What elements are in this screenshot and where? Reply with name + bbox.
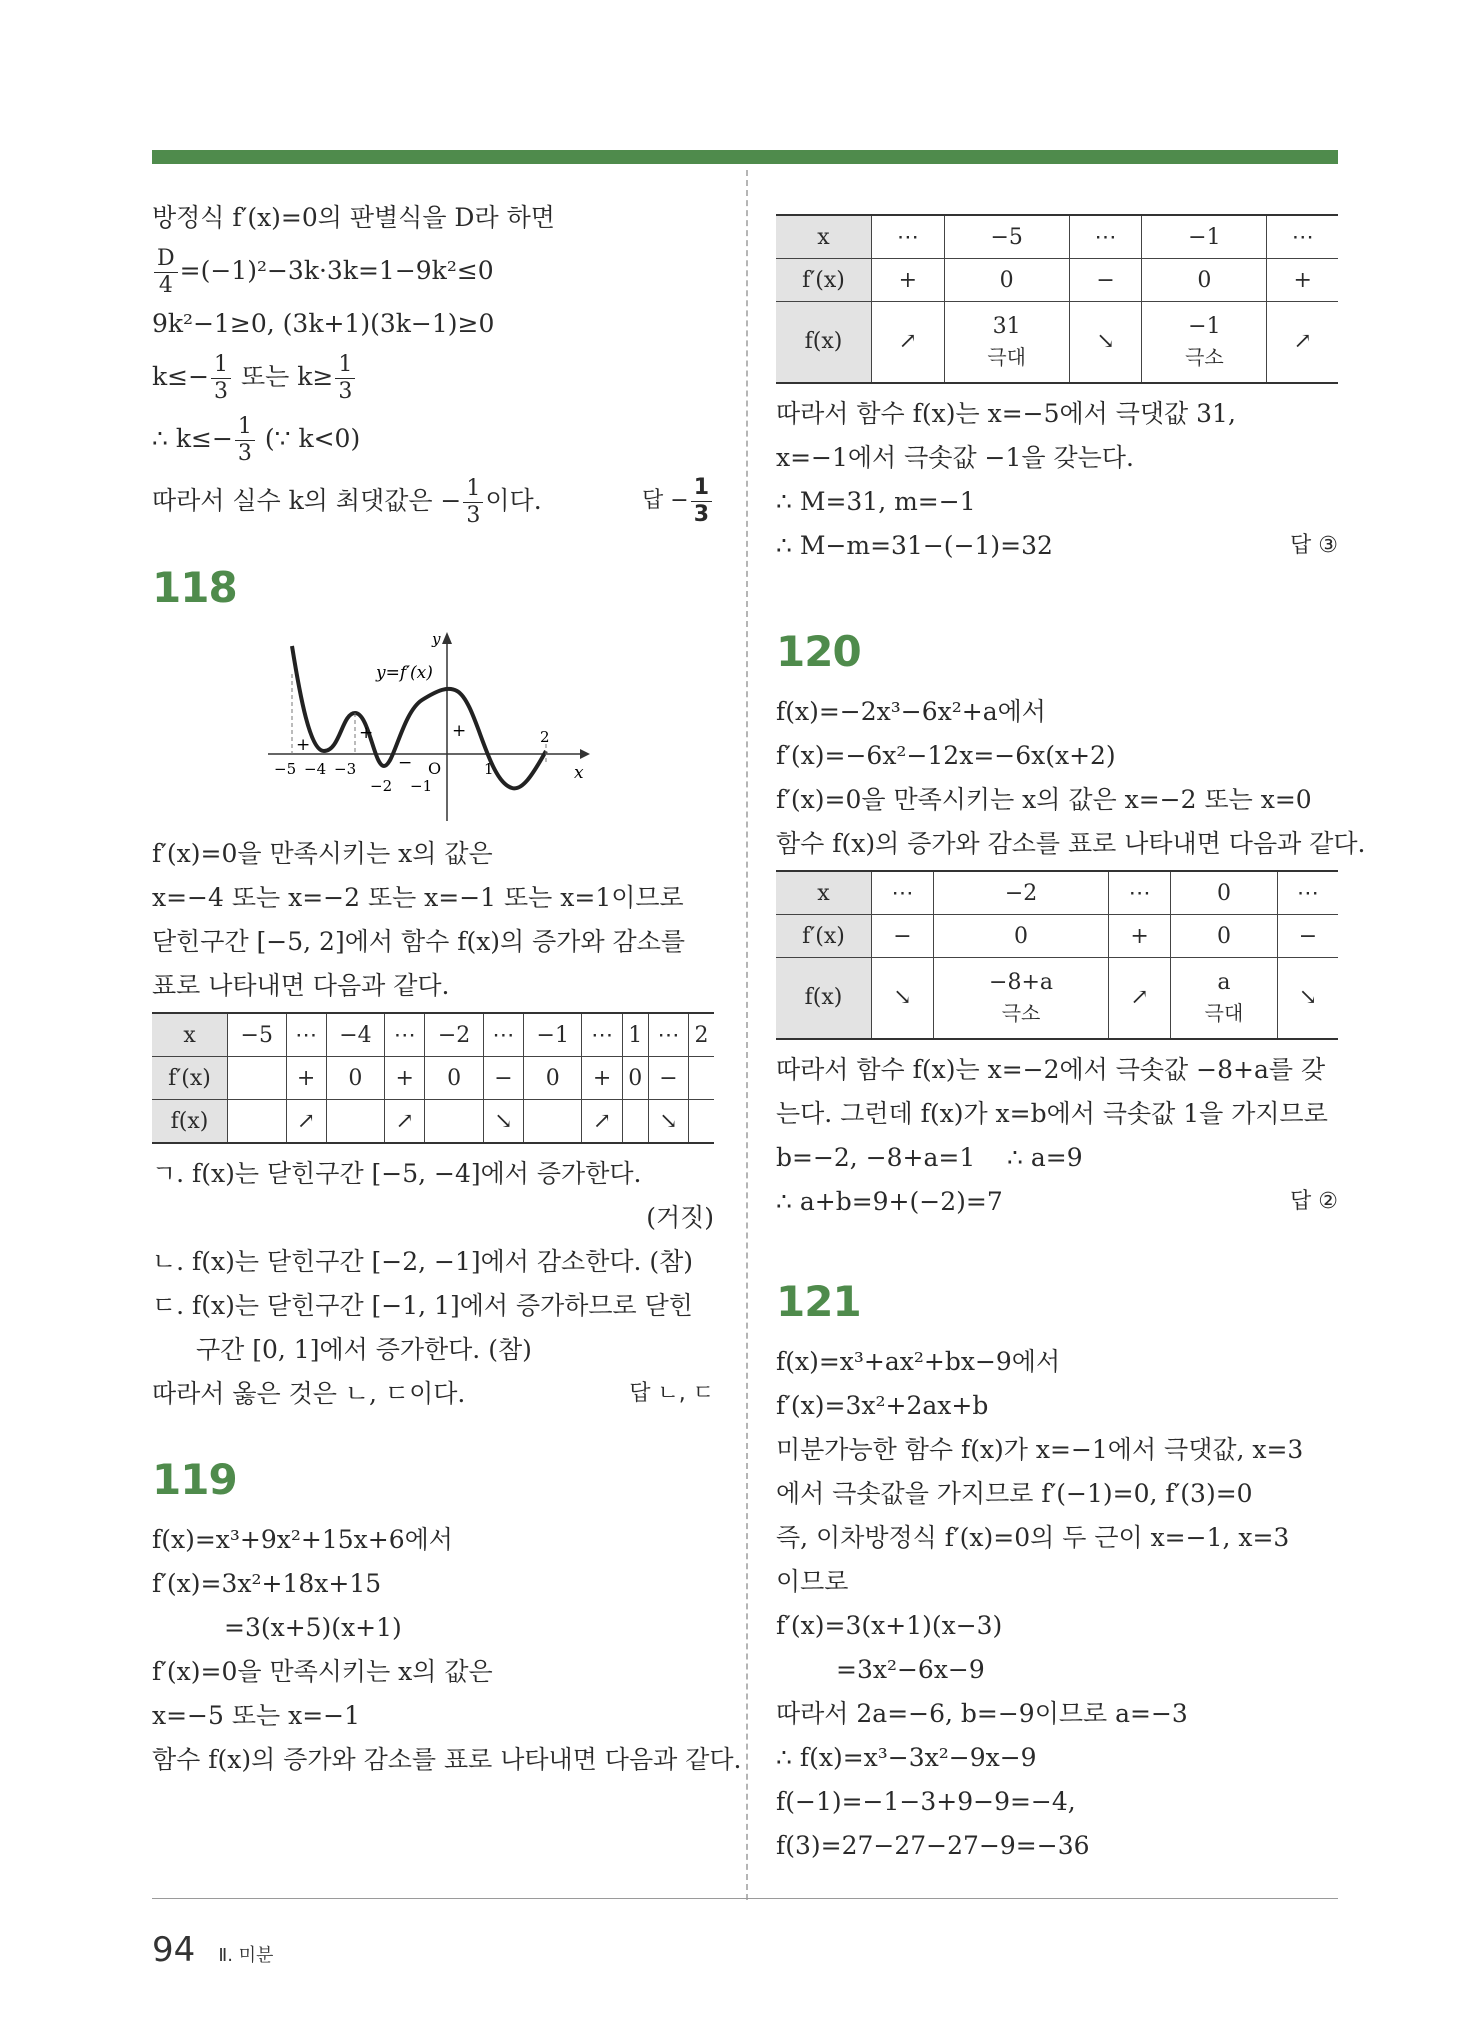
table-cell: ↘: [872, 958, 934, 1040]
table-cell: 0: [622, 1057, 648, 1100]
table-cell: −: [1069, 259, 1142, 302]
equation-line: =3(x+5)(x+1): [224, 1613, 402, 1642]
graph-svg: [262, 626, 592, 826]
plus-sign: +: [359, 723, 374, 743]
table-cell: ⋯: [1109, 871, 1171, 915]
problem-number-120: 120: [776, 627, 861, 676]
section-label: Ⅱ. 미분: [218, 1945, 274, 1966]
tick-label: −1: [410, 777, 433, 795]
fraction: $\frac{D}{4}$: [154, 246, 178, 299]
statement-c: ㄷ. f(x)는 닫힌구간 [−1, 1]에서 증가하므로 닫힌: [152, 1291, 693, 1320]
table-cell: 1: [622, 1013, 648, 1057]
table-row: [776, 958, 1338, 1040]
table-cell: f(x): [776, 958, 872, 1040]
curve-label: y=f′(x): [376, 663, 433, 683]
x-axis-label: x: [574, 763, 584, 783]
page-number: 94: [152, 1930, 196, 1970]
table-cell: +: [872, 259, 945, 302]
table-row: [776, 302, 1338, 384]
text-line: f′(x)=0을 만족시키는 x의 값은 x=−2 또는 x=0: [776, 785, 1312, 814]
text-line: 즉, 이차방정식 f′(x)=0의 두 근이 x=−1, x=3: [776, 1523, 1290, 1552]
variation-table-119: [776, 214, 1338, 384]
tick-label: 1: [484, 760, 494, 778]
table-cell: 0: [326, 1057, 384, 1100]
equation-line: f(x)=−2x³−6x²+a에서: [776, 697, 1046, 726]
equation-line: f(3)=27−27−27−9=−36: [776, 1831, 1090, 1860]
table-cell: [228, 1057, 286, 1100]
table-cell: [425, 1100, 483, 1144]
tick-label: −2: [370, 777, 393, 795]
table-cell: ⋯: [483, 1013, 523, 1057]
tick-label: −5: [274, 760, 297, 778]
equation-line: ∴ M=31, m=−1: [776, 487, 976, 516]
table-cell: −2: [425, 1013, 483, 1057]
table-cell: x: [152, 1013, 228, 1057]
table-cell: ↗: [385, 1100, 425, 1144]
table-cell: 0: [425, 1057, 483, 1100]
table-cell: −: [872, 915, 934, 958]
table-cell: x: [776, 215, 872, 259]
table-cell: ⋯: [1069, 215, 1142, 259]
text-line: x=−4 또는 x=−2 또는 x=−1 또는 x=1이므로: [152, 883, 684, 912]
plus-sign: +: [452, 721, 467, 741]
statement-a-verdict: (거짓): [646, 1203, 714, 1232]
text-line: 따라서 2a=−6, b=−9이므로 a=−3: [776, 1699, 1188, 1728]
answer-117: 답 − $\frac{1}{3}$: [642, 470, 714, 532]
equation-line: f′(x)=−6x²−12x=−6x(x+2): [776, 741, 1116, 770]
tick-label: −3: [334, 760, 357, 778]
problem-number-121: 121: [776, 1277, 861, 1326]
solution-117-continued: [152, 196, 714, 532]
fraction: $\frac{1}{3}$: [235, 414, 255, 467]
table-cell: f(x): [152, 1100, 228, 1144]
table-cell: ↗: [1267, 302, 1338, 384]
footer-rule: [152, 1898, 1338, 1899]
variation-table-118: [152, 1012, 714, 1144]
conclusion-line: ∴ a+b=9+(−2)=7 답 ②: [776, 1180, 1338, 1224]
text-line: 따라서 함수 f(x)는 x=−5에서 극댓값 31,: [776, 399, 1236, 428]
table-cell: −1: [524, 1013, 582, 1057]
right-column: [776, 214, 1366, 1868]
y-axis-arrow: [442, 632, 452, 644]
table-cell: +: [1267, 259, 1338, 302]
table-cell: ↗: [872, 302, 945, 384]
table-cell: 0: [524, 1057, 582, 1100]
conclusion-line: 따라서 실수 k의 최댓값은 − $\frac{1}{3}$ 이다. 답 − $\frac{1}{3}$: [152, 470, 714, 532]
table-cell: ⋯: [582, 1013, 622, 1057]
equation-line: f′(x)=3x²+2ax+b: [776, 1391, 989, 1420]
text-line: 에서 극솟값을 가지므로 f′(−1)=0, f′(3)=0: [776, 1479, 1253, 1508]
table-cell: −1 극소: [1142, 302, 1267, 384]
tick-label: −4: [304, 760, 327, 778]
text-line: 함수 f(x)의 증가와 감소를 표로 나타내면 다음과 같다.: [152, 1745, 742, 1774]
table-cell: +: [582, 1057, 622, 1100]
equation-line: b=−2, −8+a=1 ∴ a=9: [776, 1143, 1083, 1172]
table-cell: −: [483, 1057, 523, 1100]
text-line: 따라서 함수 f(x)는 x=−2에서 극솟값 −8+a를 갖: [776, 1055, 1326, 1084]
table-cell: [689, 1057, 714, 1100]
table-cell: f(x): [776, 302, 872, 384]
table-cell: a 극대: [1171, 958, 1278, 1040]
equation-line: f(x)=x³+ax²+bx−9에서: [776, 1347, 1061, 1376]
equation-line: f′(x)=3x²+18x+15: [152, 1569, 382, 1598]
statement-b: ㄴ. f(x)는 닫힌구간 [−2, −1]에서 감소한다. (참): [152, 1247, 694, 1276]
equation-line: f(x)=x³+9x²+15x+6에서: [152, 1525, 453, 1554]
table-cell: ⋯: [648, 1013, 688, 1057]
table-cell: ⋯: [385, 1013, 425, 1057]
text-line: 이므로: [776, 1567, 849, 1596]
answer-119: 답 ③: [1290, 533, 1338, 558]
table-cell: ↘: [1277, 958, 1338, 1040]
table-cell: −5: [944, 215, 1069, 259]
table-cell: +: [286, 1057, 326, 1100]
fraction: $\frac{1}{3}$: [463, 476, 483, 529]
table-cell: f′(x): [776, 915, 872, 958]
header-accent-bar: [152, 150, 1338, 164]
equation-line: x=−5 또는 x=−1: [152, 1701, 360, 1730]
table-cell: 2: [689, 1013, 714, 1057]
problem-number-119: 119: [152, 1455, 237, 1504]
table-cell: f′(x): [152, 1057, 228, 1100]
table-row: [152, 1100, 714, 1144]
table-row: [776, 915, 1338, 958]
equation-line: k≤− $\frac{1}{3}$ 또는 k≥ $\frac{1}{3}$: [152, 346, 714, 408]
equation-line: 9k²−1≥0, (3k+1)(3k−1)≥0: [152, 309, 495, 338]
table-cell: x: [776, 871, 872, 915]
statement-a: ㄱ. f(x)는 닫힌구간 [−5, −4]에서 증가한다.: [152, 1159, 642, 1188]
answer-118: 답 ㄴ, ㄷ: [629, 1381, 714, 1406]
table-cell: +: [385, 1057, 425, 1100]
problem-number-118: 118: [152, 563, 237, 612]
table-row: [776, 259, 1338, 302]
derivative-graph: [262, 626, 714, 832]
text-line: f′(x)=0을 만족시키는 x의 값은: [152, 1657, 493, 1686]
table-cell: ↗: [582, 1100, 622, 1144]
table-cell: −1: [1142, 215, 1267, 259]
table-cell: [689, 1100, 714, 1144]
page-footer: [152, 1930, 273, 1970]
text-line: 는다. 그런데 f(x)가 x=b에서 극솟값 1을 가지므로: [776, 1099, 1328, 1128]
table-cell: −8+a 극소: [934, 958, 1109, 1040]
equation-line: =3x²−6x−9: [836, 1655, 985, 1684]
table-cell: 0: [944, 259, 1069, 302]
text-line: 닫힌구간 [−5, 2]에서 함수 f(x)의 증가와 감소를: [152, 927, 686, 956]
table-cell: ⋯: [1277, 871, 1338, 915]
table-cell: −: [1277, 915, 1338, 958]
table-cell: [228, 1100, 286, 1144]
table-row: [776, 215, 1338, 259]
table-cell: f′(x): [776, 259, 872, 302]
table-cell: 31 극대: [944, 302, 1069, 384]
table-cell: ⋯: [286, 1013, 326, 1057]
table-cell: ↘: [648, 1100, 688, 1144]
y-axis-label: y: [432, 630, 441, 648]
left-column: [152, 196, 742, 1782]
plus-sign: +: [296, 735, 311, 755]
minus-sign: −: [398, 753, 413, 773]
equation-line: f(−1)=−1−3+9−9=−4,: [776, 1787, 1076, 1816]
x-axis-arrow: [580, 749, 590, 759]
table-cell: −5: [228, 1013, 286, 1057]
table-cell: [622, 1100, 648, 1144]
table-cell: ↗: [1109, 958, 1171, 1040]
table-cell: −4: [326, 1013, 384, 1057]
table-cell: 0: [1171, 915, 1278, 958]
table-cell: ⋯: [1267, 215, 1338, 259]
table-row: [152, 1013, 714, 1057]
text-line: 표로 나타내면 다음과 같다.: [152, 971, 450, 1000]
answer-120: 답 ②: [1290, 1189, 1338, 1214]
text-line: f′(x)=0을 만족시키는 x의 값은: [152, 839, 493, 868]
table-cell: −: [648, 1057, 688, 1100]
table-cell: ⋯: [872, 215, 945, 259]
text-line: 함수 f(x)의 증가와 감소를 표로 나타내면 다음과 같다.: [776, 829, 1366, 858]
equation-line: ∴ k≤− $\frac{1}{3}$ (∵ k<0): [152, 414, 361, 466]
text-line: 미분가능한 함수 f(x)가 x=−1에서 극댓값, x=3: [776, 1435, 1304, 1464]
equation-line: $\frac{D}{4}$ =(−1)²−3k·3k=1−9k²≤0: [152, 240, 714, 302]
table-row: [776, 871, 1338, 915]
table-cell: [326, 1100, 384, 1144]
table-cell: [524, 1100, 582, 1144]
table-cell: ↘: [483, 1100, 523, 1144]
origin-label: O: [428, 759, 442, 778]
fraction: $\frac{1}{3}$: [335, 352, 355, 405]
fraction: $\frac{1}{3}$: [691, 475, 712, 528]
table-cell: ↘: [1069, 302, 1142, 384]
statement-c-cont: 구간 [0, 1]에서 증가한다. (참): [196, 1335, 532, 1364]
equation-line: f′(x)=3(x+1)(x−3): [776, 1611, 1003, 1640]
text-line: x=−1에서 극솟값 −1을 갖는다.: [776, 443, 1134, 472]
fraction: $\frac{1}{3}$: [211, 352, 231, 405]
conclusion-line: 따라서 옳은 것은 ㄴ, ㄷ이다. 답 ㄴ, ㄷ: [152, 1372, 714, 1416]
table-cell: 0: [1171, 871, 1278, 915]
text-line: 방정식 f′(x)=0의 판별식을 D라 하면: [152, 203, 555, 232]
column-divider: [746, 170, 748, 1900]
equation-line: ∴ f(x)=x³−3x²−9x−9: [776, 1743, 1037, 1772]
table-cell: ↗: [286, 1100, 326, 1144]
table-cell: ⋯: [872, 871, 934, 915]
variation-table-120: [776, 870, 1338, 1040]
tick-label: 2: [540, 728, 550, 746]
table-cell: 0: [934, 915, 1109, 958]
table-cell: 0: [1142, 259, 1267, 302]
table-row: [152, 1057, 714, 1100]
table-cell: +: [1109, 915, 1171, 958]
conclusion-line: ∴ M−m=31−(−1)=32 답 ③: [776, 524, 1338, 568]
table-cell: −2: [934, 871, 1109, 915]
